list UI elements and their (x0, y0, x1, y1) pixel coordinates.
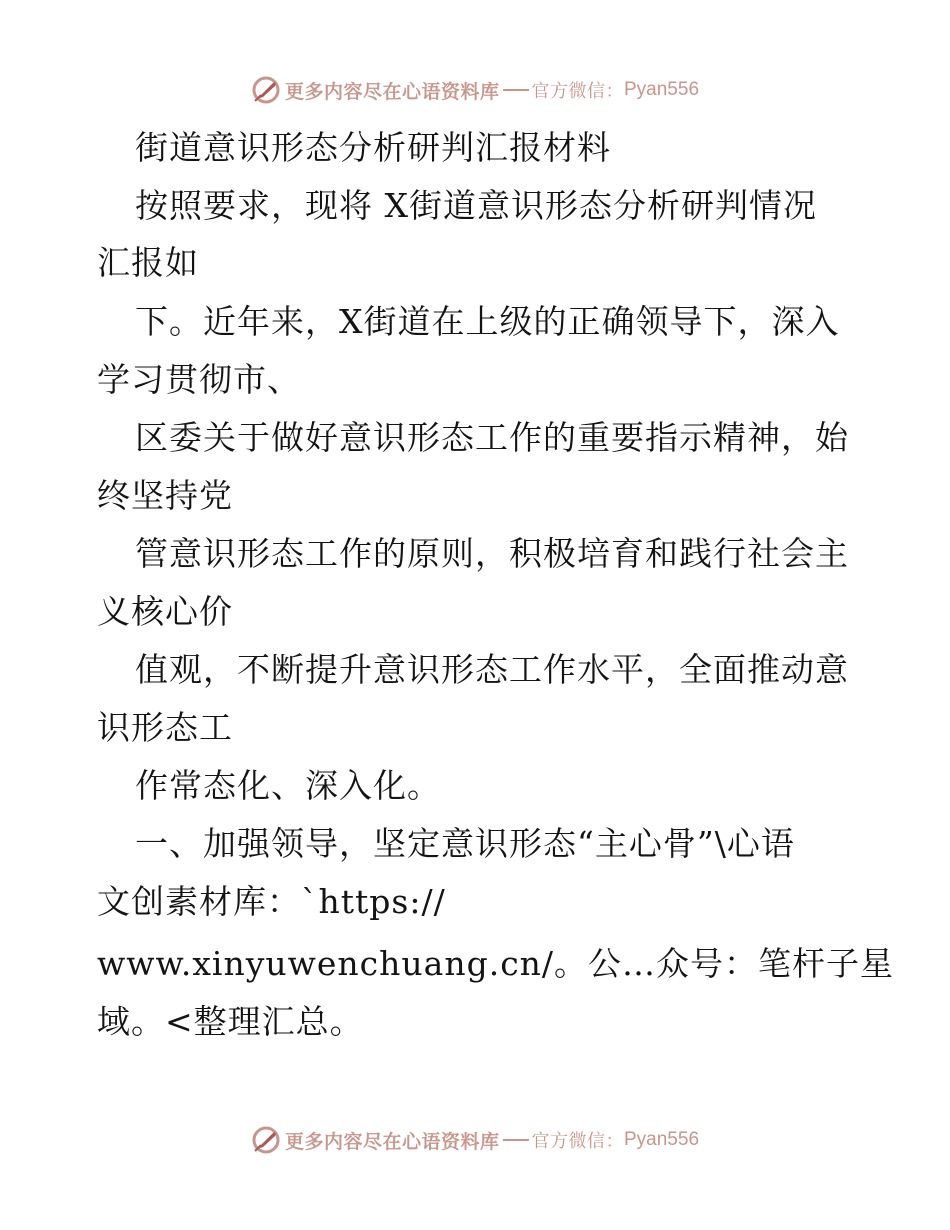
banner-dash (503, 89, 529, 91)
paragraph-line: 值观，不断提升意识形态工作水平，全面推动意 (135, 650, 849, 689)
paragraph-line: 按照要求，现将 X街道意识形态分析研判情况 (135, 186, 817, 225)
paragraph-line: 域。<整理汇总。 (97, 1002, 364, 1041)
paragraph-line: 下。近年来，X街道在上级的正确领导下，深入 (135, 302, 840, 341)
paragraph-line: 作常态化、深入化。 (135, 766, 441, 805)
banner-main-text: 更多内容尽在心语资料库 (284, 80, 500, 103)
paragraph-line: 管意识形态工作的原则，积极培育和践行社会主 (135, 534, 849, 573)
paragraph-line: 终坚持党 (97, 476, 233, 515)
banner-wechat-id: Pyan556 (624, 79, 700, 100)
document-title: 街道意识形态分析研判汇报材料 (135, 128, 611, 167)
paragraph-line: 义核心价 (97, 592, 233, 631)
feather-quill-logo-icon (251, 75, 281, 105)
section-heading-line: 一、加强领导，坚定意识形态“主心骨”\心语 (135, 824, 795, 863)
paragraph-line: 文创素材库：`https:// (97, 882, 446, 921)
paragraph-line: 区委关于做好意识形态工作的重要指示精神，始 (135, 418, 849, 457)
banner-dash (503, 1139, 529, 1141)
header-watermark-banner (0, 70, 950, 110)
paragraph-url-line: www.xinyuwenchuang.cn/。公…众号：笔杆子星 (97, 944, 895, 983)
footer-watermark-banner (0, 1120, 950, 1160)
banner-main-text: 更多内容尽在心语资料库 (284, 1130, 500, 1153)
feather-quill-logo-icon (251, 1125, 281, 1155)
paragraph-line: 汇报如 (97, 243, 199, 282)
paragraph-line: 识形态工 (97, 708, 233, 747)
banner-wechat-label: 官方微信： (531, 1131, 624, 1152)
banner-wechat-label: 官方微信： (531, 81, 624, 102)
paragraph-line: 学习贯彻市、 (97, 360, 301, 399)
banner-wechat-id: Pyan556 (624, 1129, 700, 1150)
